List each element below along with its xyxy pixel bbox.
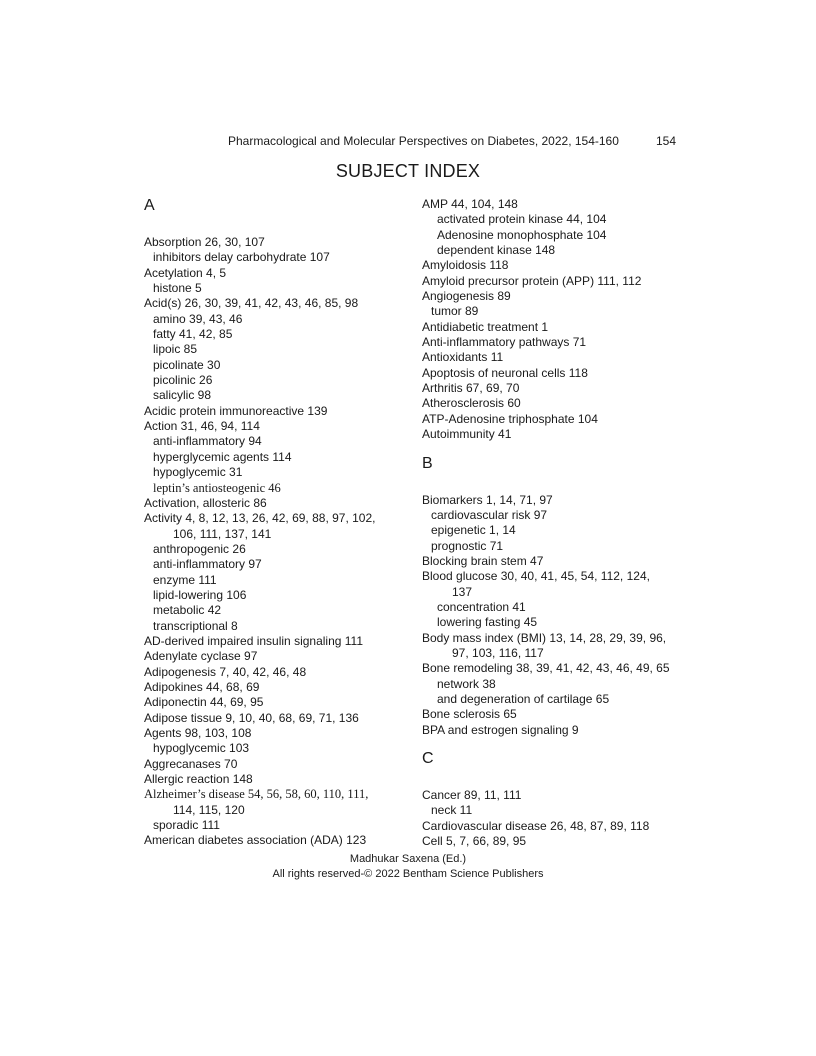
index-subentry: salicylic 98	[153, 388, 212, 403]
index-entry: Angiogenesis 89	[422, 289, 511, 304]
index-subentry: anti-inflammatory 94	[153, 434, 262, 449]
index-entry: Bone sclerosis 65	[422, 707, 517, 722]
index-entries-b	[422, 493, 687, 739]
index-entry: Biomarkers 1, 14, 71, 97	[422, 492, 553, 507]
index-subentry: dependent kinase 148	[437, 243, 556, 258]
index-entry: Acidic protein immunoreactive 139	[144, 403, 328, 418]
index-entry: Cell 5, 7, 66, 89, 95	[422, 834, 527, 849]
index-entry: Adipogenesis 7, 40, 42, 46, 48	[144, 664, 307, 679]
running-title: Pharmacological and Molecular Perspectives on Diabetes, 2022, 154-160	[228, 134, 619, 148]
index-entries-a-left	[144, 235, 394, 849]
index-subentry: epigenetic 1, 14	[431, 523, 516, 538]
index-entry: Anti-inflammatory pathways 71	[422, 335, 587, 350]
editor-credit: Madhukar Saxena (Ed.)	[349, 853, 467, 865]
index-entry: Body mass index (BMI) 13, 14, 28, 29, 39, 96,	[422, 630, 667, 645]
index-entry: Cardiovascular disease 26, 48, 87, 89, 118	[422, 818, 650, 833]
index-entry: Adenylate cyclase 97	[144, 649, 258, 664]
index-entry: Alzheimer’s disease 54, 56, 58, 60, 110, 111,	[144, 787, 369, 802]
index-entry: Cancer 89, 11, 111	[422, 788, 522, 802]
page-number: 154	[656, 134, 677, 148]
index-subentry: neck 11	[431, 803, 473, 818]
index-subentry: tumor 89	[431, 304, 479, 319]
index-entry: Allergic reaction 148	[144, 772, 253, 787]
index-entry-continuation: 97, 103, 116, 117	[452, 645, 544, 660]
index-entry: Adipokines 44, 68, 69	[144, 679, 260, 694]
index-subentry: fatty 41, 42, 85	[153, 327, 233, 342]
index-subentry: Adenosine monophosphate 104	[437, 227, 607, 242]
index-subentry: metabolic 42	[153, 603, 222, 618]
index-entry-continuation: 114, 115, 120	[173, 802, 245, 817]
index-subentry: picolinate 30	[153, 357, 221, 372]
section-letter-a: A	[144, 197, 155, 214]
index-entry: ATP-Adenosine triphosphate 104	[422, 411, 598, 426]
page-title: SUBJECT INDEX	[335, 161, 481, 181]
index-entry: Action 31, 46, 94, 114	[144, 419, 260, 434]
index-subentry: enzyme 111	[153, 572, 217, 587]
index-entry: Atherosclerosis 60	[422, 396, 521, 411]
index-entry: Antidiabetic treatment 1	[422, 319, 549, 334]
index-entry: Amyloidosis 118	[422, 258, 509, 273]
index-subentry: and degeneration of cartilage 65	[437, 691, 610, 706]
index-column-right	[422, 197, 687, 849]
index-entry: Absorption 26, 30, 107	[144, 235, 265, 249]
index-subentry: hypoglycemic 103	[153, 741, 250, 756]
index-entry: AD-derived impaired insulin signaling 111	[144, 633, 364, 648]
index-entries-a-right	[422, 197, 687, 443]
index-subentry: cardiovascular risk 97	[431, 507, 548, 522]
index-entry: Adiponectin 44, 69, 95	[144, 695, 264, 710]
index-entry: American diabetes association (ADA) 123	[144, 833, 367, 848]
index-entry: Agents 98, 103, 108	[144, 726, 252, 740]
index-entry: Adipose tissue 9, 10, 40, 68, 69, 71, 136	[144, 710, 359, 725]
section-letter-c: C	[422, 750, 434, 767]
index-subentry: activated protein kinase 44, 104	[437, 212, 607, 227]
index-subentry: lipid-lowering 106	[153, 587, 247, 602]
index-subentry: lipoic 85	[153, 342, 198, 357]
index-entry: Blood glucose 30, 40, 41, 45, 54, 112, 124,	[422, 569, 650, 584]
index-entry: Autoimmunity 41	[422, 427, 512, 442]
running-head	[228, 134, 688, 148]
index-entry: Bone remodeling 38, 39, 41, 42, 43, 46, 49, 65	[422, 661, 670, 676]
footer	[0, 852, 816, 882]
index-subentry: amino 39, 43, 46	[153, 311, 243, 326]
index-entry: Aggrecanases 70	[144, 756, 238, 771]
index-subentry: network 38	[437, 676, 496, 691]
index-subentry: hypoglycemic 31	[153, 465, 243, 480]
index-entry: Activity 4, 8, 12, 13, 26, 42, 69, 88, 97, 102,	[144, 511, 376, 526]
index-entry: AMP 44, 104, 148	[422, 197, 518, 211]
copyright-notice: All rights reserved-© 2022 Bentham Science Publishers	[272, 868, 544, 880]
index-entry: Apoptosis of neuronal cells 118	[422, 365, 588, 380]
index-subentry: concentration 41	[437, 599, 526, 614]
index-subentry: picolinic 26	[153, 373, 213, 388]
index-subentry: transcriptional 8	[153, 618, 238, 633]
index-column-left	[144, 197, 394, 849]
index-entry: Arthritis 67, 69, 70	[422, 381, 520, 396]
index-subentry: inhibitors delay carbohydrate 107	[153, 250, 330, 265]
index-subentry: sporadic 111	[153, 818, 220, 833]
index-entry: Amyloid precursor protein (APP) 111, 112	[422, 273, 642, 288]
index-entries-c	[422, 788, 687, 849]
index-subentry: lowering fasting 45	[437, 615, 538, 630]
index-entry: Antioxidants 11	[422, 350, 504, 365]
index-subentry: anti-inflammatory 97	[153, 557, 262, 572]
index-entry: Acid(s) 26, 30, 39, 41, 42, 43, 46, 85, 98	[144, 296, 359, 311]
section-letter-b: B	[422, 454, 433, 472]
index-subentry: prognostic 71	[431, 538, 504, 553]
index-subentry: histone 5	[153, 281, 202, 296]
index-entry: Blocking brain stem 47	[422, 553, 544, 568]
index-entry: BPA and estrogen signaling 9	[422, 722, 579, 737]
index-entry: Activation, allosteric 86	[144, 495, 267, 510]
index-entry-continuation: 137	[452, 584, 473, 599]
index-subentry: leptin’s antiosteogenic 46	[153, 480, 281, 495]
index-entry: Acetylation 4, 5	[144, 265, 227, 280]
index-entry-continuation: 106, 111, 137, 141	[173, 526, 272, 541]
index-subentry: hyperglycemic agents 114	[153, 449, 292, 464]
index-subentry: anthropogenic 26	[153, 541, 246, 556]
